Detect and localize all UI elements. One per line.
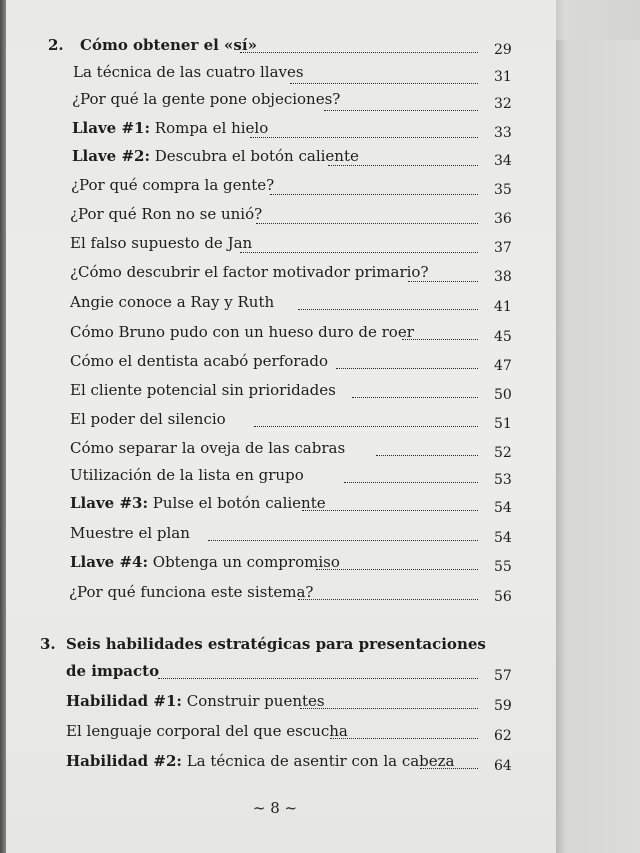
entry-title: Llave #1: Rompa el hielo xyxy=(72,119,269,137)
page-number: 45 xyxy=(494,329,512,345)
chapter-3-heading-cont xyxy=(0,662,640,686)
leader-dots xyxy=(324,110,478,111)
entry-title: La técnica de las cuatro llaves xyxy=(73,63,304,81)
toc-entry xyxy=(0,553,640,577)
page-number: 35 xyxy=(494,182,512,198)
entry-title: Cómo Bruno pudo con un hueso duro de roer xyxy=(70,323,414,341)
toc-entry xyxy=(0,352,640,376)
toc-entry xyxy=(0,90,640,114)
leader-dots xyxy=(352,397,478,398)
page-number: 51 xyxy=(494,416,512,432)
toc-entry xyxy=(0,494,640,518)
entry-title: Cómo separar la oveja de las cabras xyxy=(70,439,346,457)
toc-entry xyxy=(0,63,640,87)
page-number: 55 xyxy=(494,559,512,575)
page-number: 64 xyxy=(494,758,512,774)
page-number: 52 xyxy=(494,445,512,461)
page-number: 41 xyxy=(494,299,512,315)
leader-dots xyxy=(240,252,478,253)
entry-title: ¿Cómo descubrir el factor motivador primario? xyxy=(70,263,429,281)
toc-entry xyxy=(0,410,640,434)
leader-dots xyxy=(330,738,478,739)
leader-dots xyxy=(316,569,478,570)
chapter-title: Cómo obtener el «sí» xyxy=(80,36,257,54)
leader-dots xyxy=(250,137,478,138)
entry-title: Llave #3: Pulse el botón caliente xyxy=(70,494,326,512)
page-number: 38 xyxy=(494,269,512,285)
entry-title: Angie conoce a Ray y Ruth xyxy=(70,293,275,311)
leader-dots xyxy=(344,482,478,483)
leader-dots xyxy=(402,339,478,340)
entry-title: El cliente potencial sin prioridades xyxy=(70,381,336,399)
leader-dots xyxy=(240,52,478,53)
entry-title: El falso supuesto de Jan xyxy=(70,234,253,252)
page-footer-number: ~ 8 ~ xyxy=(252,799,298,817)
leader-dots xyxy=(336,368,478,369)
leader-dots xyxy=(298,309,478,310)
page-number: 32 xyxy=(494,96,512,112)
entry-title: El lenguaje corporal del que escucha xyxy=(66,722,348,740)
leader-dots xyxy=(302,510,478,511)
leader-dots xyxy=(328,165,478,166)
page-number: 54 xyxy=(494,500,512,516)
toc-entry xyxy=(0,722,640,746)
chapter-2-heading xyxy=(0,36,640,60)
toc-entry xyxy=(0,439,640,463)
toc-entry xyxy=(0,692,640,716)
page-number: 53 xyxy=(494,472,512,488)
page-number: 34 xyxy=(494,153,512,169)
entry-title: ¿Por qué compra la gente? xyxy=(71,176,275,194)
toc-entry xyxy=(0,176,640,200)
entry-title: Habilidad #2: La técnica de asentir con la cabeza xyxy=(66,752,455,770)
toc-entry xyxy=(0,381,640,405)
entry-title: Cómo el dentista acabó perforado xyxy=(70,352,329,370)
leader-dots xyxy=(298,599,478,600)
page-number: 37 xyxy=(494,240,512,256)
entry-title: Habilidad #1: Construir puentes xyxy=(66,692,325,710)
entry-title: ¿Por qué la gente pone objeciones? xyxy=(72,90,341,108)
toc-entry xyxy=(0,752,640,776)
page-number: 62 xyxy=(494,728,512,744)
entry-title: Llave #4: Obtenga un compromiso xyxy=(70,553,340,571)
page-number: 33 xyxy=(494,125,512,141)
toc-entry xyxy=(0,524,640,548)
toc-entry xyxy=(0,119,640,143)
entry-title: Llave #2: Descubra el botón caliente xyxy=(72,147,359,165)
toc-entry xyxy=(0,466,640,490)
toc-entry xyxy=(0,234,640,258)
leader-dots xyxy=(420,768,478,769)
leader-dots xyxy=(408,281,478,282)
toc-entry xyxy=(0,293,640,317)
page-number: 47 xyxy=(494,358,512,374)
entry-title: Utilización de la lista en grupo xyxy=(70,466,304,484)
entry-title: Muestre el plan xyxy=(70,524,190,542)
chapter-title-continued: de impacto xyxy=(66,662,160,680)
page-number: 50 xyxy=(494,387,512,403)
chapter-title: Seis habilidades estratégicas para presentaciones xyxy=(66,635,486,653)
leader-dots xyxy=(208,540,478,541)
leader-dots xyxy=(376,455,478,456)
chapter-3-heading xyxy=(0,635,640,659)
page-number: 36 xyxy=(494,211,512,227)
page-number: 56 xyxy=(494,589,512,605)
toc-entry xyxy=(0,263,640,287)
page-number: 59 xyxy=(494,698,512,714)
leader-dots xyxy=(270,194,478,195)
leader-dots xyxy=(254,426,478,427)
toc-entry xyxy=(0,323,640,347)
page-number: 54 xyxy=(494,530,512,546)
page-number: 29 xyxy=(494,42,512,58)
leader-dots xyxy=(300,708,478,709)
page-number: 57 xyxy=(494,668,512,684)
toc-entry xyxy=(0,205,640,229)
toc-entry xyxy=(0,147,640,171)
leader-dots xyxy=(256,223,478,224)
leader-dots xyxy=(158,678,478,679)
entry-title: ¿Por qué Ron no se unió? xyxy=(70,205,263,223)
entry-title: ¿Por qué funciona este sistema? xyxy=(69,583,314,601)
entry-title: El poder del silencio xyxy=(70,410,226,428)
chapter-number: 2. xyxy=(48,36,64,54)
chapter-number: 3. xyxy=(40,635,56,653)
page-number: 31 xyxy=(494,69,512,85)
leader-dots xyxy=(290,83,478,84)
toc-entry xyxy=(0,583,640,607)
